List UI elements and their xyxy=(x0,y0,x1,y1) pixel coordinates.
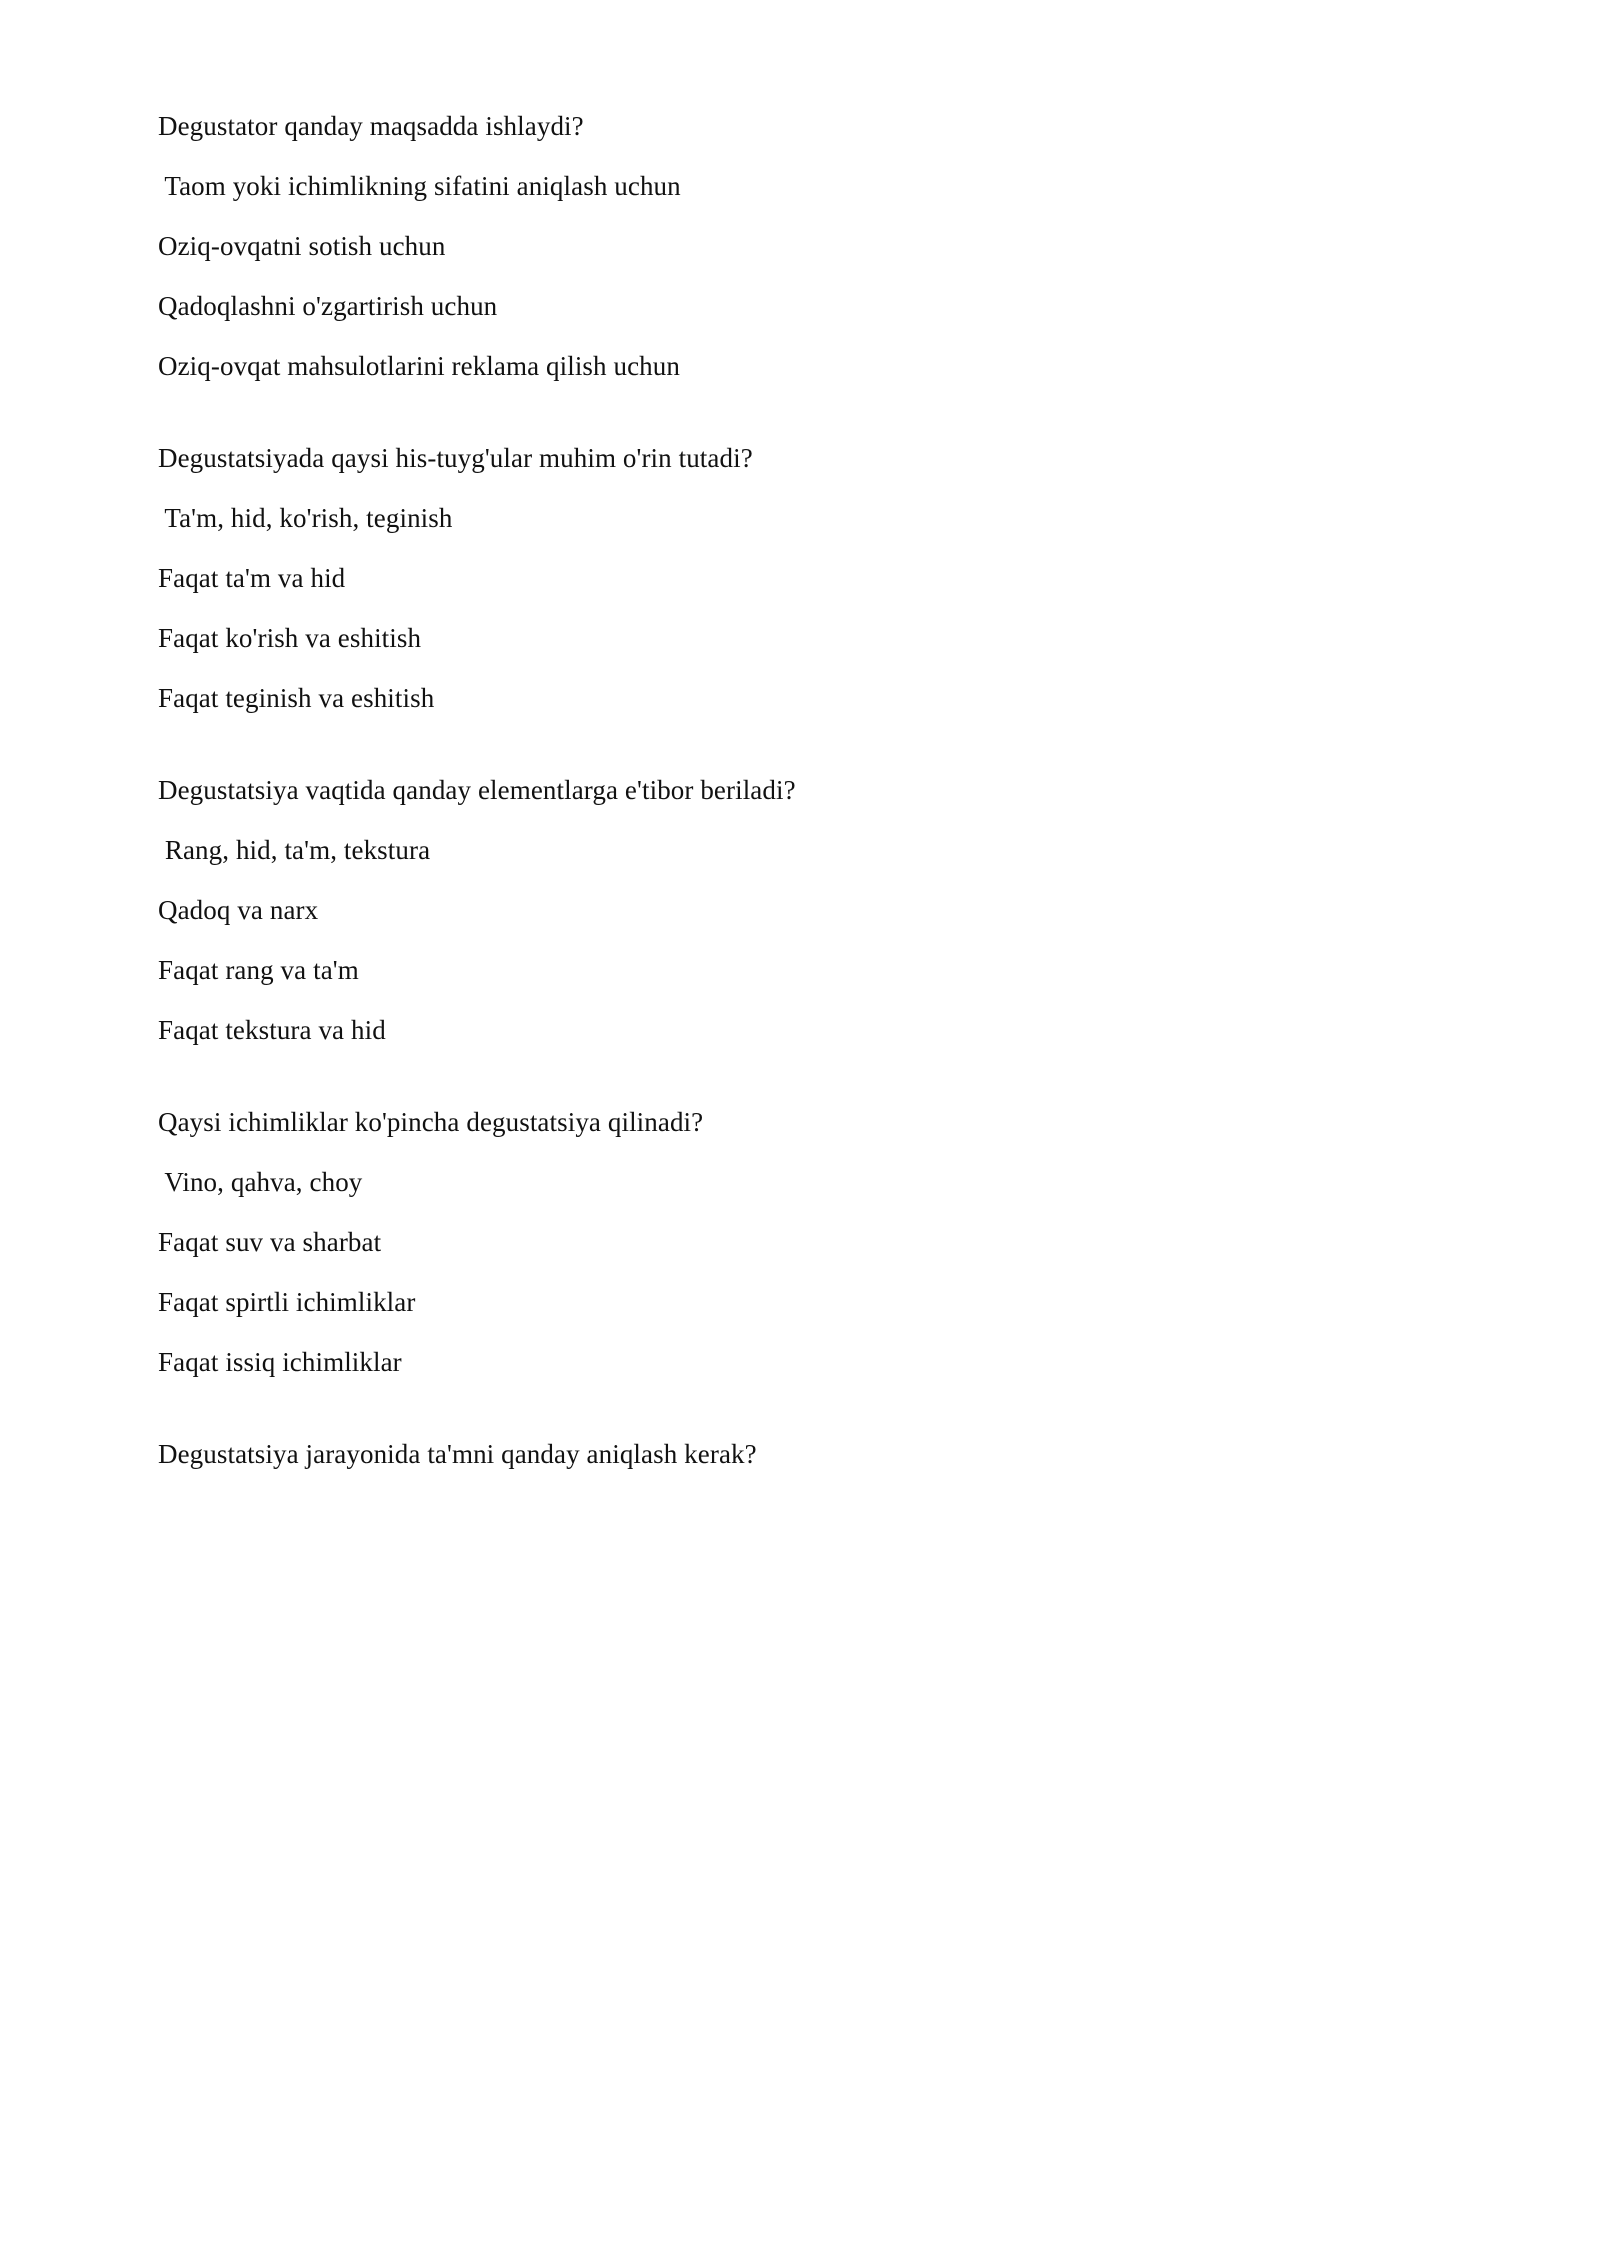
answer-option[interactable]: Faqat rang va ta'm xyxy=(158,955,359,985)
question-block xyxy=(158,760,1448,1060)
question-block xyxy=(158,1092,1448,1392)
answer-option[interactable]: Rang, hid, ta'm, tekstura xyxy=(158,835,431,865)
question-text: Degustatsiya jarayonida ta'mni qanday aniqlash kerak? xyxy=(158,1439,757,1469)
question-text: Qaysi ichimliklar ko'pincha degustatsiya qilinadi? xyxy=(158,1107,704,1137)
answer-option[interactable]: Faqat spirtli ichimliklar xyxy=(158,1287,416,1317)
answer-option[interactable]: Oziq-ovqat mahsulotlarini reklama qilish uchun xyxy=(158,351,680,381)
answer-option[interactable]: Faqat tekstura va hid xyxy=(158,1015,386,1045)
answer-option[interactable]: Faqat issiq ichimliklar xyxy=(158,1347,402,1377)
answer-option[interactable]: Faqat ta'm va hid xyxy=(158,563,346,593)
question-block xyxy=(158,1424,1448,1484)
answer-option[interactable]: Taom yoki ichimlikning sifatini aniqlash uchun xyxy=(158,171,681,201)
answer-option[interactable]: Qadoqlashni o'zgartirish uchun xyxy=(158,291,498,321)
document-body xyxy=(158,96,1448,1484)
question-block xyxy=(158,428,1448,728)
answer-option[interactable]: Faqat ko'rish va eshitish xyxy=(158,623,422,653)
answer-option[interactable]: Oziq-ovqatni sotish uchun xyxy=(158,231,446,261)
question-text: Degustatsiyada qaysi his-tuyg'ular muhim o'rin tutadi? xyxy=(158,443,753,473)
answer-option[interactable]: Faqat suv va sharbat xyxy=(158,1227,382,1257)
question-block xyxy=(158,96,1448,396)
answer-option[interactable]: Qadoq va narx xyxy=(158,895,319,925)
question-text: Degustatsiya vaqtida qanday elementlarga e'tibor beriladi? xyxy=(158,775,796,805)
answer-option[interactable]: Vino, qahva, choy xyxy=(158,1167,363,1197)
answer-option[interactable]: Faqat teginish va eshitish xyxy=(158,683,435,713)
answer-option[interactable]: Ta'm, hid, ko'rish, teginish xyxy=(158,503,453,533)
question-text: Degustator qanday maqsadda ishlaydi? xyxy=(158,111,584,141)
